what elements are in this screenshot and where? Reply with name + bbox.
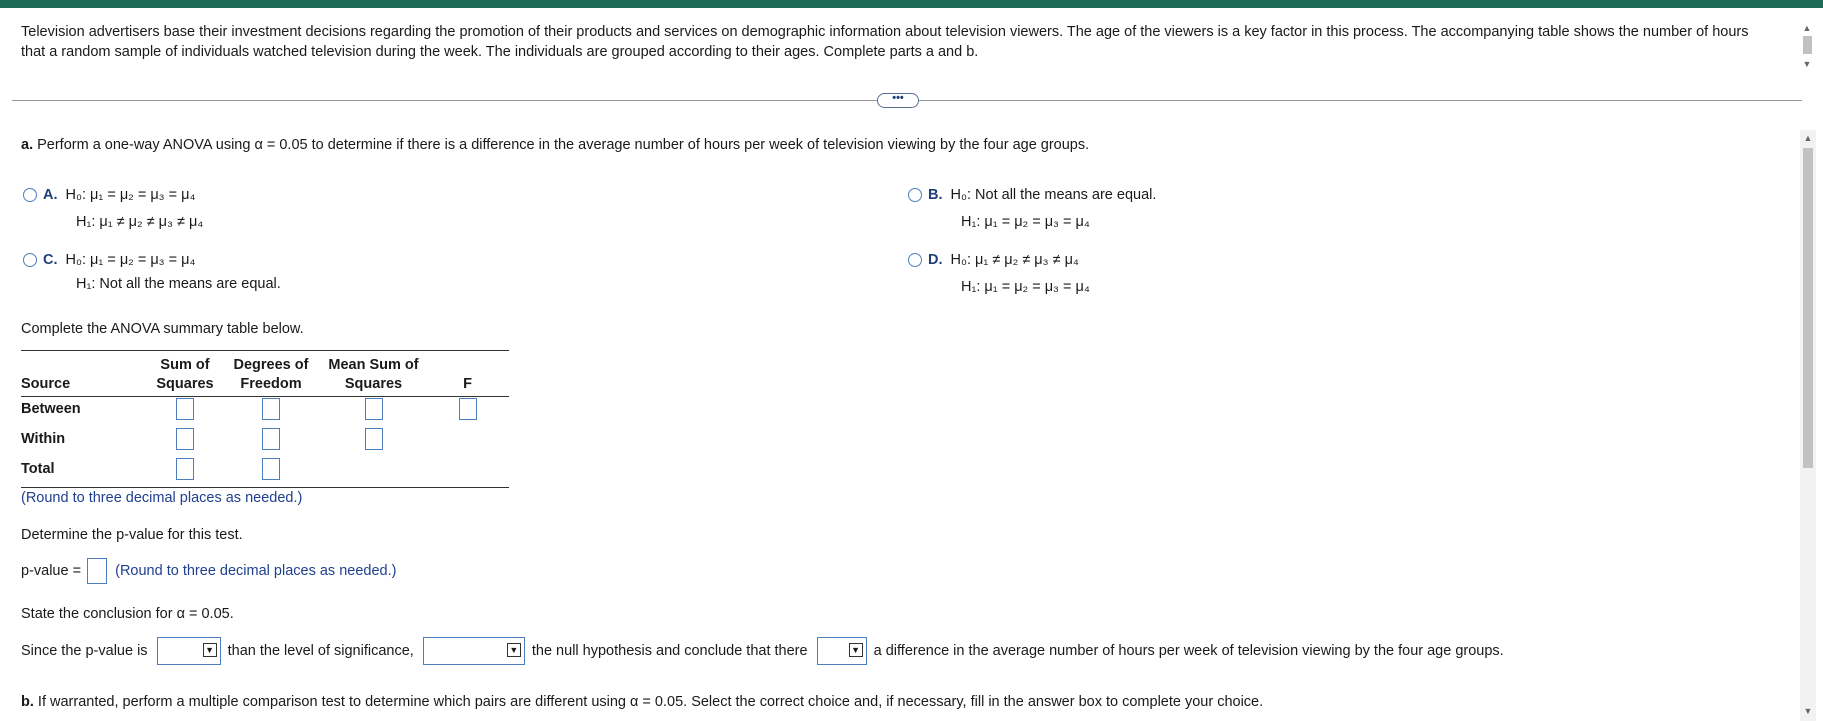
col-ss: Sum of Squares — [156, 357, 214, 392]
option-b[interactable] — [908, 187, 1156, 203]
option-d-h0: H₀: μ₁ ≠ μ₂ ≠ μ₃ ≠ μ₄ — [950, 252, 1079, 268]
comparison-dropdown[interactable] — [157, 637, 221, 665]
ms-between-input[interactable] — [365, 398, 383, 420]
option-b-h0: H₀: Not all the means are equal. — [950, 187, 1157, 203]
option-c[interactable] — [23, 252, 195, 268]
conclusion-text-4: a difference in the average number of hours per week of television viewing by the four age groups. — [873, 642, 1504, 659]
pvalue-input[interactable] — [87, 558, 107, 584]
option-letter: C. — [43, 252, 58, 268]
radio-icon[interactable] — [23, 253, 37, 267]
ms-within-input[interactable] — [365, 428, 383, 450]
anova-table — [21, 352, 509, 484]
radio-icon[interactable] — [908, 188, 922, 202]
table-rule-bottom — [21, 487, 509, 488]
pvalue-round-note: (Round to three decimal places as needed.) — [115, 562, 397, 579]
dropdown-arrow-icon: ▼ — [203, 643, 217, 657]
pvalue-prompt: Determine the p-value for this test. — [21, 527, 243, 543]
f-input[interactable] — [459, 398, 477, 420]
part-a-prefix: a. — [21, 137, 34, 153]
scroll-up-icon[interactable]: ▲ — [1803, 133, 1813, 143]
col-f: F — [463, 376, 472, 392]
option-d-h1: H₁: μ₁ = μ₂ = μ₃ = μ₄ — [961, 279, 1090, 295]
col-ms: Mean Sum of Squares — [328, 357, 419, 392]
expand-button[interactable]: ••• — [877, 93, 919, 108]
col-source: Source — [21, 376, 71, 392]
dropdown-arrow-icon: ▼ — [507, 643, 521, 657]
row-label: Total — [21, 461, 55, 477]
df-between-input[interactable] — [262, 398, 280, 420]
option-letter: D. — [928, 252, 943, 268]
main-scroll-thumb[interactable] — [1803, 148, 1813, 468]
scroll-up-icon[interactable]: ▲ — [1802, 23, 1812, 33]
table-row-within — [21, 424, 509, 454]
option-c-h1: H₁: Not all the means are equal. — [76, 276, 281, 292]
dropdown-arrow-icon: ▼ — [849, 643, 863, 657]
intro-scroll-thumb[interactable] — [1803, 36, 1812, 54]
df-within-input[interactable] — [262, 428, 280, 450]
table-row-total — [21, 454, 509, 484]
option-a[interactable] — [23, 187, 195, 203]
conclusion-text-2: than the level of significance, — [227, 642, 414, 659]
df-total-input[interactable] — [262, 458, 280, 480]
part-a-text: Perform a one-way ANOVA using α = 0.05 to determine if there is a difference in the average number of hours per week of television viewing by the four age groups. — [33, 137, 1090, 153]
pvalue-label: p-value = — [21, 562, 82, 579]
radio-icon[interactable] — [908, 253, 922, 267]
table-row-between — [21, 394, 509, 424]
table-rule-top — [21, 350, 509, 351]
anova-caption: Complete the ANOVA summary table below. — [21, 321, 304, 337]
part-b-text: If warranted, perform a multiple comparison test to determine which pairs are different using α = 0.05. Select the correct choice and, if necessary, fill in the answer box to complete your choice. — [33, 694, 1264, 710]
ss-total-input[interactable] — [176, 458, 194, 480]
option-letter: A. — [43, 187, 58, 203]
pvalue-row — [21, 558, 396, 584]
table-rule-header — [21, 396, 509, 397]
option-b-h1: H₁: μ₁ = μ₂ = μ₃ = μ₄ — [961, 214, 1090, 230]
option-a-h0: H₀: μ₁ = μ₂ = μ₃ = μ₄ — [65, 187, 196, 203]
anova-round-note: (Round to three decimal places as needed.) — [21, 490, 303, 506]
decision-dropdown[interactable] — [423, 637, 525, 665]
conclusion-prompt: State the conclusion for α = 0.05. — [21, 606, 234, 622]
top-accent-bar — [0, 0, 1823, 8]
option-d[interactable] — [908, 252, 1079, 268]
part-b-prefix: b. — [21, 694, 34, 710]
option-letter: B. — [928, 187, 943, 203]
part-a-question — [21, 137, 1089, 153]
scroll-down-icon[interactable]: ▼ — [1803, 706, 1813, 716]
ss-between-input[interactable] — [176, 398, 194, 420]
row-label: Within — [21, 431, 66, 447]
conclusion-sentence — [21, 637, 1504, 665]
ss-within-input[interactable] — [176, 428, 194, 450]
col-df: Degrees of Freedom — [233, 357, 309, 392]
conclusion-text-1: Since the p-value is — [21, 642, 148, 659]
radio-icon[interactable] — [23, 188, 37, 202]
conclusion-text-3: the null hypothesis and conclude that there — [531, 642, 808, 659]
scroll-down-icon[interactable]: ▼ — [1802, 59, 1812, 69]
part-b-question — [21, 694, 1263, 710]
difference-dropdown[interactable] — [817, 637, 867, 665]
row-label: Between — [21, 401, 81, 417]
option-c-h0: H₀: μ₁ = μ₂ = μ₃ = μ₄ — [65, 252, 196, 268]
main-scrollbar[interactable] — [1800, 130, 1816, 721]
intro-scrollbar[interactable] — [1800, 22, 1814, 74]
problem-intro: Television advertisers base their investment decisions regarding the promotion of their products and services on demographic information about television viewers. The age of the viewers is a key factor in this process. The accompanying table shows the number of hours that a random sample of individuals watched television during the week. The individuals are grouped according to their ages. Complete parts a and b. — [21, 24, 1749, 60]
option-a-h1: H₁: μ₁ ≠ μ₂ ≠ μ₃ ≠ μ₄ — [76, 214, 204, 230]
